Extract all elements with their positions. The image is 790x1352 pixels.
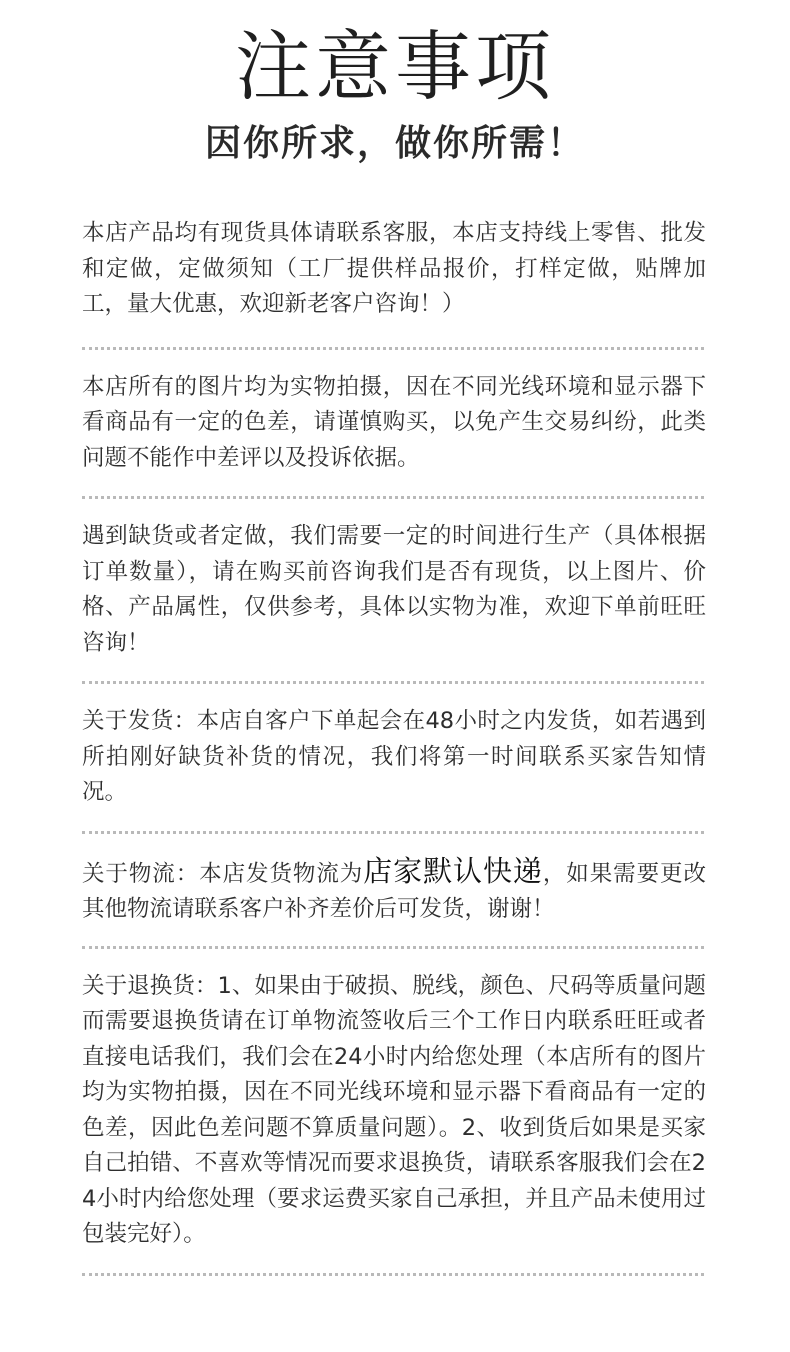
note-text [82, 854, 706, 928]
page-title: 注意事项 [235, 22, 555, 111]
note-text: 遇到缺货或者定做，我们需要一定的时间进行生产（具体根据订单数量），请在购买前咨询我们是否有现货，以上图片、价格、产品属性，仅供参考，具体以实物为准，欢迎下单前旺旺咨询！ [82, 523, 706, 656]
note-text: 本店所有的图片均为实物拍摄，因在不同光线环境和显示器下看商品有一定的色差，请谨慎购买，以免产生交易纠纷，此类问题不能作中差评以及投诉依据。 [82, 373, 706, 471]
note-logistics [82, 854, 706, 928]
dotted-divider [82, 1273, 704, 1276]
note-text-before: 关于物流：本店发货物流为 [82, 860, 364, 887]
page-subtitle: 因你所求，做你所需！ [204, 123, 585, 164]
dotted-divider [82, 347, 704, 350]
note-stock-and-customization [82, 214, 706, 323]
note-photos-color-difference [82, 370, 706, 477]
dotted-divider [82, 496, 704, 499]
note-text: 关于退换货：1、如果由于破损、脱线，颜色、尺码等质量问题而需要退换货请在订单物流签收后三个工作日内联系旺旺或者直接电话我们，我们会在24小时内给您处理（本店所有的图片均为实物拍摄，因在不同光线环境和显示器下看商品有一定的色差，因此色差问题不算质量问题）。2、收到货后如果是买家自己拍错、不喜欢等情况而要求退换货，请联系客服我们会在24小时内给您处理（要求运费买家自己承担，并且产品未使用过包装完好）。 [82, 972, 706, 1247]
note-text: 本店产品均有现货具体请联系客服，本店支持线上零售、批发和定做，定做须知（工厂提供样品报价，打样定做，贴牌加工，量大优惠，欢迎新老客户咨询！） [82, 220, 706, 317]
dotted-divider [82, 946, 704, 949]
notes-list [82, 214, 706, 1276]
note-shipping [82, 704, 706, 811]
note-text: 关于发货：本店自客户下单起会在48小时之内发货，如若遇到所拍刚好缺货补货的情况，我们将第一时间联系买家告知情况。 [82, 708, 706, 805]
dotted-divider [82, 681, 704, 684]
dotted-divider [82, 831, 704, 834]
note-out-of-stock [82, 519, 706, 661]
note-text-after: ，如果需要更改其他物流请联系客户补齐差价后可发货，谢谢！ [82, 860, 706, 922]
note-returns-and-exchanges [82, 969, 706, 1253]
default-courier-highlight: 店家默认快递 [363, 853, 543, 888]
